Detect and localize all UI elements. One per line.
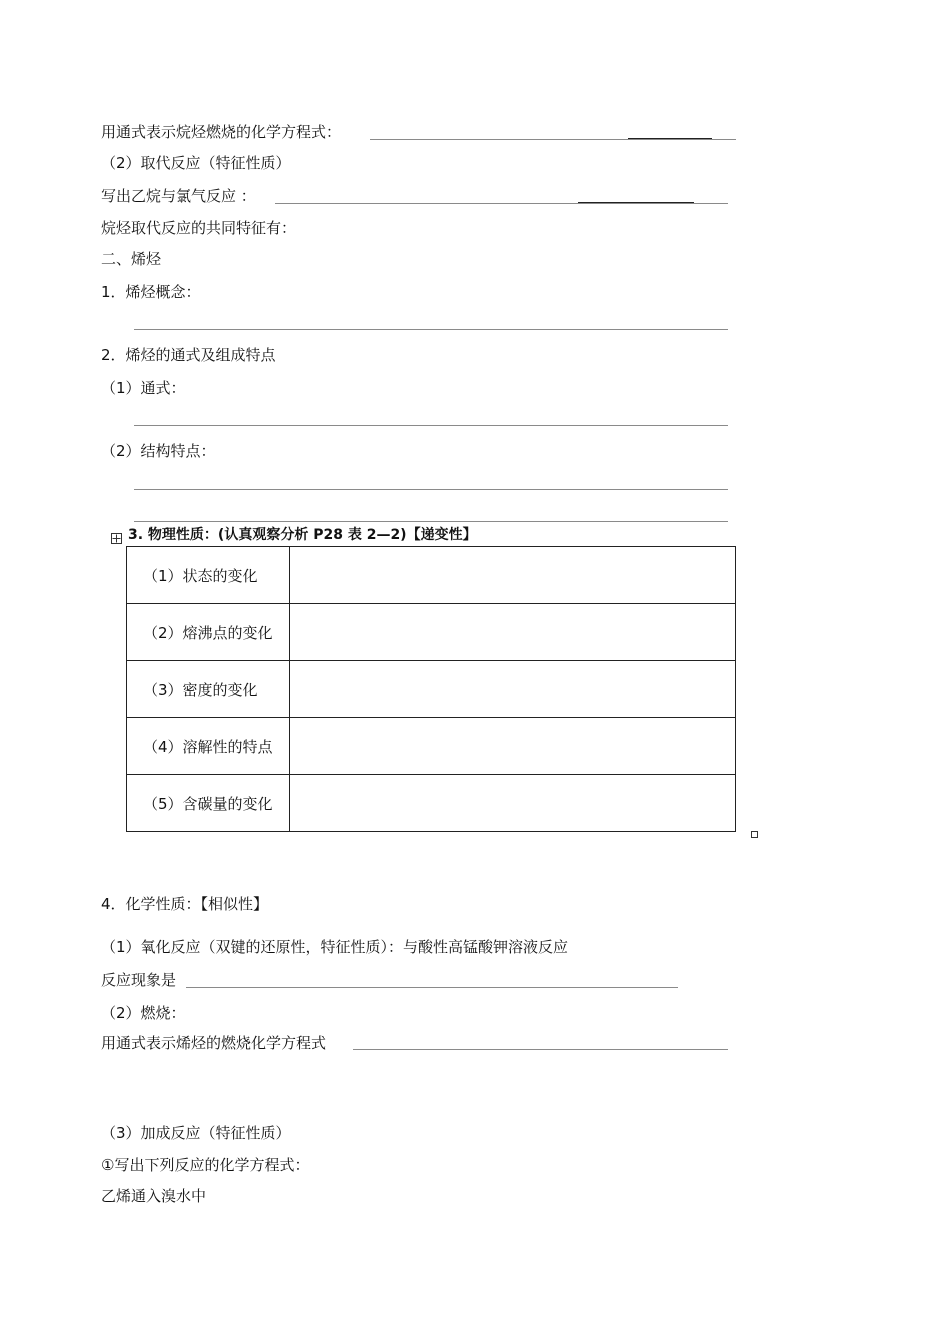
phenomenon-answer-line[interactable]: [186, 987, 678, 988]
physical-properties-heading: 3. 物理性质：(认真观察分析 P28 表 2—2)【递变性】: [128, 527, 477, 543]
answer-cell[interactable]: [290, 604, 736, 661]
chemical-properties-heading: 4．化学性质：【相似性】: [101, 895, 269, 913]
alkane-combustion-prompt: 用通式表示烷烃燃烧的化学方程式：: [101, 123, 342, 141]
row-label: （3）密度的变化: [127, 661, 290, 718]
table-row: [127, 775, 736, 832]
structure-answer-line-1[interactable]: [134, 489, 728, 490]
general-formula-answer-line[interactable]: [134, 425, 728, 426]
substitution-heading: （2）取代反应（特征性质）: [101, 154, 291, 172]
alkene-combustion-heading: （2）燃烧：: [101, 1004, 186, 1022]
answer-cell[interactable]: [290, 718, 736, 775]
addition-heading: （3）加成反应（特征性质）: [101, 1124, 291, 1142]
answer-cell[interactable]: [290, 661, 736, 718]
alkene-section-title: 二、烯烃: [101, 250, 162, 268]
alkene-combustion-prompt: 用通式表示烯烃的燃烧化学方程式: [101, 1034, 327, 1052]
ethane-chlorine-answer-line[interactable]: [275, 203, 728, 204]
common-features-prompt: 烷烃取代反应的共同特征有：: [101, 219, 297, 237]
alkene-combustion-answer-line[interactable]: [353, 1049, 728, 1050]
table-row: [127, 604, 736, 661]
table-row: [127, 718, 736, 775]
alkane-combustion-answer-line[interactable]: [370, 139, 736, 140]
row-label: （1）状态的变化: [127, 547, 290, 604]
ethylene-bromine-prompt: 乙烯通入溴水中: [101, 1187, 207, 1205]
table-row: [127, 547, 736, 604]
phenomenon-prompt: 反应现象是: [101, 971, 177, 989]
oxidation-heading: （1）氧化反应（双键的还原性，特征性质）：与酸性高锰酸钾溶液反应: [101, 938, 569, 956]
move-icon: [112, 534, 121, 543]
table-move-handle[interactable]: [111, 533, 122, 544]
alkane-combustion-answer-line-dark: [628, 138, 712, 139]
row-label: （5）含碳量的变化: [127, 775, 290, 832]
row-label: （4）溶解性的特点: [127, 718, 290, 775]
structure-answer-line-2[interactable]: [134, 521, 728, 522]
row-label: （2）熔沸点的变化: [127, 604, 290, 661]
alkene-formula-heading: 2．烯烃的通式及组成特点: [101, 346, 276, 364]
ethane-chlorine-answer-line-dark: [578, 202, 694, 203]
structure-prompt: （2）结构特点：: [101, 442, 216, 460]
general-formula-prompt: （1）通式：: [101, 379, 186, 397]
physical-properties-table: [126, 546, 736, 832]
table-row: [127, 661, 736, 718]
ethane-chlorine-prompt: 写出乙烷与氯气反应 ：: [101, 187, 256, 205]
answer-cell[interactable]: [290, 547, 736, 604]
answer-cell[interactable]: [290, 775, 736, 832]
table-resize-handle[interactable]: [751, 831, 758, 838]
alkene-concept-prompt: 1．烯烃概念：: [101, 283, 201, 301]
write-equations-prompt: ①写出下列反应的化学方程式：: [101, 1156, 310, 1174]
alkene-concept-answer-line[interactable]: [134, 329, 728, 330]
